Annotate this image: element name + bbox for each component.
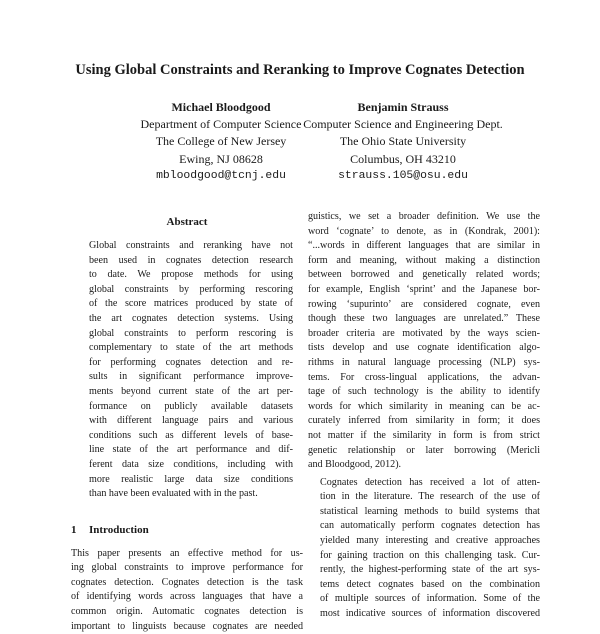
author-affiliation-line: Computer Science and Engineering Dept. [303,117,503,132]
author-block-2 [298,99,508,185]
text-line: form and meaning, without making a distinction [308,254,540,266]
text-line: common origin. Automatic cognates detection is [71,606,303,618]
text-line: between borrowed and genetically related words; [308,269,540,281]
text-line: rently, the highest-performing state of the art sys- [320,564,540,576]
abstract-body [71,239,303,502]
text-line: for gaining traction on this challenging task. Cur- [320,549,540,561]
introduction-paragraph [71,547,303,634]
text-line: ing global constraints to improve performance for [71,562,303,574]
text-line: conditions such as different levels of base- [89,429,293,441]
text-line: Cognates detection has received a lot of atten- [320,476,540,488]
text-line: the art cognates detection systems. Using [89,312,293,324]
text-line: words for which similarity in meaning can be ac- [308,400,540,412]
text-line: sults in significant performance improve- [89,371,293,383]
section-heading-introduction [71,522,303,538]
text-line: guistics, we set a broader definition. We use the [308,211,540,222]
text-line: to date. We propose methods for using [89,269,293,281]
text-line: not matter if the similarity in form is from strict [308,429,540,441]
abstract-paragraph [89,239,293,502]
text-line: word ‘cognate’ to denote, as in (Kondrak, 2001): [308,225,540,237]
text-line: been used in cognates detection research [89,254,293,266]
author-affiliation-line: Department of Computer Science [140,117,302,132]
author-affiliation-line: The Ohio State University [339,134,467,149]
text-line: rithms in natural language processing (NLP) sys- [308,356,540,368]
text-line: more realistic large data size conditions [89,473,293,485]
text-line: cognates detection. Cognates detection is the task [71,576,303,588]
abstract-heading: Abstract [166,216,208,228]
text-line: yielded many interesting and creative approaches [320,535,540,547]
text-line: with different language pairs and various [89,415,293,427]
text-line: complementary to state of the art methods [89,342,293,354]
text-line: most indicative sources of information discovered [320,608,540,620]
author-affiliation-line: Ewing, NJ 08628 [179,151,263,166]
text-line: tage of such technology is the ability to identify [308,386,540,398]
text-line: can automatically perform cognates detection has [320,520,540,532]
right-column [308,210,540,622]
left-column [71,210,303,634]
text-line: tems. For cross-lingual applications, the advan- [308,371,540,383]
text-line: Global constraints and reranking have not [89,240,293,251]
text-line: and Bloodgood, 2012). [308,459,402,471]
text-line: tems detect cognates based on the combination [320,578,540,590]
text-line: line state of the art performance and dif- [89,444,293,456]
author-email[interactable]: mbloodgood@tcnj.edu [156,169,286,182]
text-line: of identifying words across languages that have a [71,591,303,603]
text-line: broader criteria are motivated by the ways scien- [308,327,540,339]
text-line: than have been evaluated with in the past. [89,488,258,500]
text-line: for example, English ‘sprint’ and the Japanese bor- [308,283,540,295]
text-line: of multiple sources of information. Some of the [320,593,540,605]
text-line: ferent data size conditions, including with [89,458,293,470]
author-email[interactable]: strauss.105@osu.edu [338,169,468,182]
text-line: for performing cognates detection and re- [89,356,293,368]
text-line: though these two languages are unrelated.” These [308,313,540,325]
text-line: statistical learning methods to build systems that [320,505,540,517]
author-name: Benjamin Strauss [357,100,449,114]
text-line: important to linguists because cognates are needed [71,620,303,632]
section-title: Introduction [89,523,149,536]
text-line: genetic relationship or later borrowing (Mericli [308,444,540,456]
text-line: ments beyond current state of the art per- [89,385,293,397]
text-line: “...words in different languages that are similar in [308,240,540,252]
text-line: global constraints to perform rescoring is [89,327,293,339]
text-line: rowing ‘supurinto’ are considered cognate, even [308,298,540,310]
body-paragraph-1 [308,210,540,473]
author-affiliation-line: Columbus, OH 43210 [350,151,456,166]
author-name: Michael Bloodgood [171,100,271,114]
author-block-1 [128,99,314,185]
text-line: This paper presents an effective method for us- [71,547,303,559]
text-line: of the score matrices produced by state of [89,298,293,310]
text-line: global constraints by performing rescoring [89,283,293,295]
text-line: curately inferred from similarity in form; it does [308,415,540,427]
section-number: 1 [71,523,77,536]
paper-title: Using Global Constraints and Reranking to Improve Cognates Detection [75,62,525,78]
text-line: formance on publicly available datasets [89,400,293,412]
text-line: tists develop and use cognate identification algo- [308,342,540,354]
text-line: tion in the literature. The research of the use of [320,491,540,503]
author-affiliation-line: The College of New Jersey [155,134,287,149]
